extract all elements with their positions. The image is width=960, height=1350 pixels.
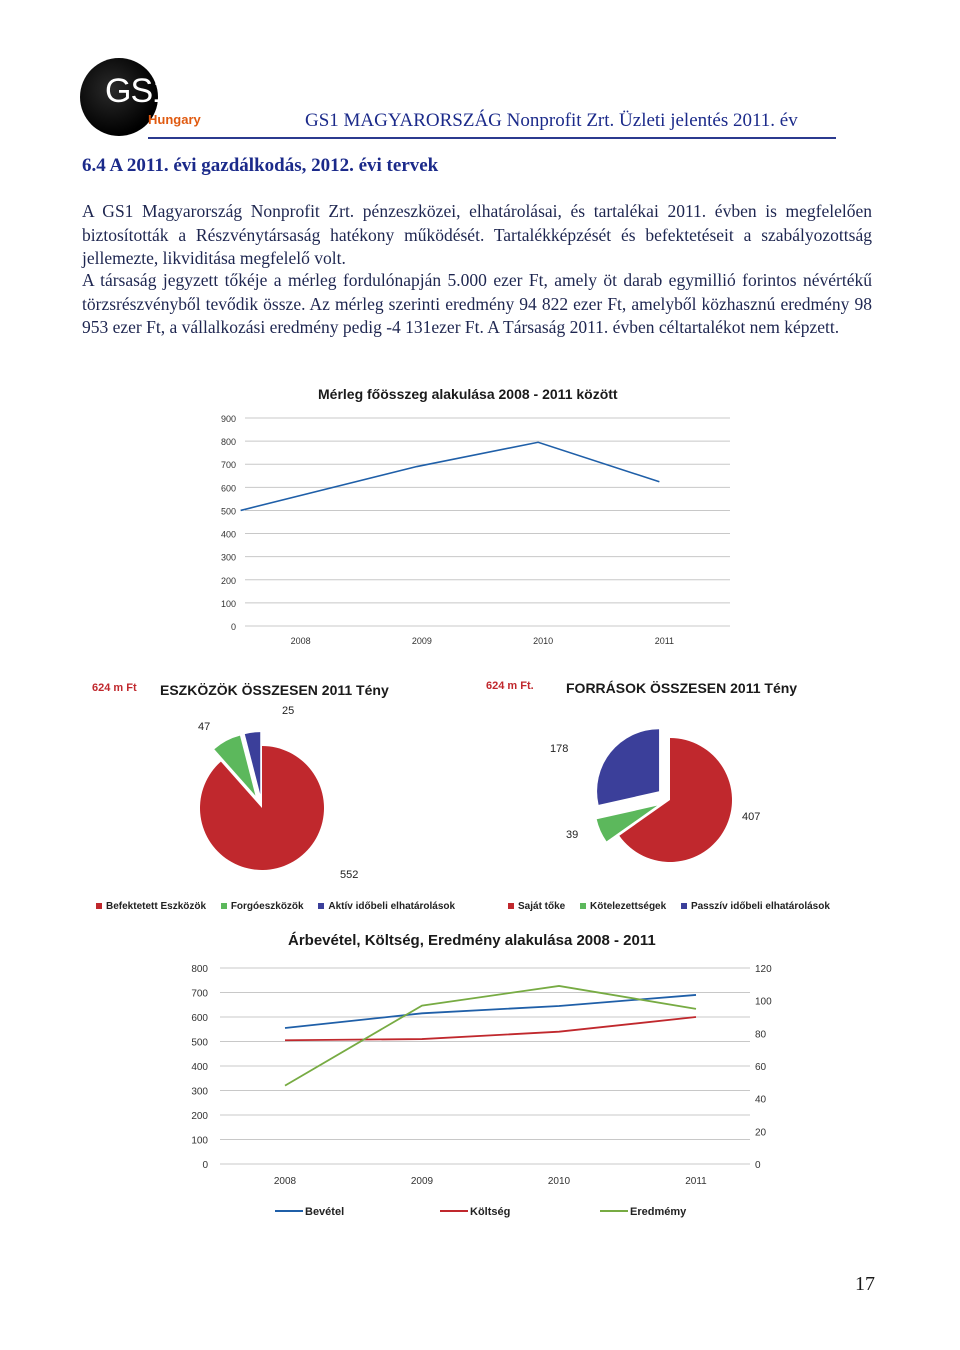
chart1-y-tick-label: 800 bbox=[220, 437, 236, 448]
chart1-x-tick-label: 2010 bbox=[533, 636, 554, 646]
chart1-y-tick-label: 700 bbox=[220, 460, 236, 471]
pie2-slice-label: 407 bbox=[742, 811, 761, 823]
legend-item-kotelezettsegek: Kötelezettségek bbox=[580, 901, 666, 912]
chart4-y2-tick-label: 60 bbox=[755, 1062, 767, 1073]
chart1-line-chart bbox=[200, 400, 740, 650]
section-title: 6.4 A 2011. évi gazdálkodás, 2012. évi tervek bbox=[82, 155, 439, 176]
chart4-y-tick-label: 400 bbox=[191, 1062, 208, 1073]
chart1-x-tick-label: 2009 bbox=[411, 636, 432, 646]
pie1-chart bbox=[180, 700, 420, 890]
chart4-legend-label: Bevétel bbox=[305, 1206, 345, 1218]
page-number: 17 bbox=[855, 1273, 875, 1295]
pie2-slice-label: 178 bbox=[550, 743, 569, 755]
chart1-x-tick-label: 2008 bbox=[290, 636, 311, 646]
chart1-y-tick-label: 300 bbox=[220, 552, 236, 563]
chart4-x-tick-label: 2009 bbox=[410, 1176, 434, 1187]
legend-item-sajat-toke: Saját tőke bbox=[508, 901, 565, 912]
header-title: GS1 MAGYARORSZÁG Nonprofit Zrt. Üzleti jelentés 2011. év bbox=[305, 110, 798, 131]
chart4-x-tick-label: 2010 bbox=[547, 1176, 571, 1187]
pie2-slice bbox=[597, 729, 659, 805]
chart1-series-line bbox=[241, 442, 660, 510]
legend-item-aktiv: Aktív időbeli elhatárolások bbox=[318, 901, 455, 912]
pie1-title: ESZKÖZÖK ÖSSZESEN 2011 Tény bbox=[160, 682, 389, 698]
pie1-slice-label: 47 bbox=[198, 721, 211, 733]
pie1-slice-label: 25 bbox=[282, 705, 295, 717]
chart4-y2-tick-label: 80 bbox=[755, 1029, 767, 1041]
paragraph-2: A társaság jegyzett tőkéje a mérleg fordulónapján 5.000 ezer Ft, amely öt darab egymillió forintos névértékű törzsrészvényből tevődik össze. Az mérleg szerinti eredmény 94 822 ezer Ft, amelyből közhasznú eredmény 98 953 ezer Ft, a vállalkozási eredmény pedig -4 131ezer Ft. A Társaság 2011. évben céltartalékot nem képzett. bbox=[82, 270, 872, 337]
chart4-y-tick-label: 100 bbox=[191, 1135, 208, 1147]
chart4-y-tick-label: 600 bbox=[191, 1013, 208, 1024]
chart1-y-tick-label: 400 bbox=[220, 529, 236, 540]
chart1-x-tick-label: 2011 bbox=[654, 636, 675, 646]
legend-item-forgoeszkozok: Forgóeszközök bbox=[221, 901, 304, 912]
pie2-chart bbox=[520, 700, 780, 890]
chart4-y2-tick-label: 120 bbox=[755, 964, 772, 975]
pie2-slice-label: 39 bbox=[566, 829, 579, 841]
chart4-y2-tick-label: 100 bbox=[755, 996, 772, 1008]
chart4-y-tick-label: 300 bbox=[191, 1086, 208, 1098]
chart1-y-tick-label: 900 bbox=[220, 414, 236, 424]
chart4-y-tick-label: 0 bbox=[202, 1160, 208, 1171]
chart1-y-tick-label: 600 bbox=[220, 483, 236, 494]
legend-item-passziv: Passzív időbeli elhatárolások bbox=[681, 901, 830, 912]
chart4-title: Árbevétel, Költség, Eredmény alakulása 2008 - 2011 bbox=[288, 932, 656, 949]
pie1-slice bbox=[200, 746, 324, 870]
chart4-series-line bbox=[285, 1017, 696, 1040]
pie2-legend bbox=[508, 901, 868, 912]
chart4-x-tick-label: 2008 bbox=[273, 1176, 297, 1187]
chart4-legend-label: Költség bbox=[470, 1206, 511, 1218]
chart4-legend-label: Eredmémy bbox=[630, 1206, 687, 1218]
chart4-y2-tick-label: 40 bbox=[755, 1094, 767, 1106]
gs1-logo-subtitle: Hungary bbox=[148, 112, 201, 127]
chart4-y-tick-label: 200 bbox=[191, 1111, 208, 1122]
gs1-logo-text: GS1 bbox=[105, 72, 171, 110]
pie1-prefix: 624 m Ft bbox=[92, 682, 137, 694]
chart4-y2-tick-label: 20 bbox=[755, 1127, 767, 1139]
paragraph-1: A GS1 Magyarország Nonprofit Zrt. pénzeszközei, elhatárolásai, és tartalékai 2011. évben is megfelelően biztosították a Részvénytársaság hatékony működését. Tartalékképzését és befektetéseit a szabályozottság jellemezte, likviditása megfelelő volt. bbox=[82, 201, 872, 268]
chart1-y-tick-label: 0 bbox=[230, 622, 236, 632]
pie2-title: FORRÁSOK ÖSSZESEN 2011 Tény bbox=[566, 680, 798, 696]
chart4-y2-tick-label: 0 bbox=[755, 1160, 761, 1171]
pie2-prefix: 624 m Ft. bbox=[486, 680, 534, 692]
chart4-x-tick-label: 2011 bbox=[685, 1176, 707, 1187]
legend-item-befektetett: Befektetett Eszközök bbox=[96, 901, 206, 912]
header-divider bbox=[148, 137, 836, 139]
chart1-y-tick-label: 500 bbox=[220, 506, 236, 517]
chart4-y-tick-label: 800 bbox=[191, 964, 208, 975]
chart4-y-tick-label: 500 bbox=[191, 1037, 208, 1049]
pie1-slice-label: 552 bbox=[340, 869, 359, 881]
chart4-y-tick-label: 700 bbox=[191, 988, 208, 1000]
chart1-y-tick-label: 200 bbox=[220, 575, 236, 586]
chart4-line-chart bbox=[180, 955, 800, 1225]
pie1-legend bbox=[96, 901, 486, 912]
chart1-title: Mérleg főösszeg alakulása 2008 - 2011 között bbox=[318, 386, 618, 402]
chart1-y-tick-label: 100 bbox=[220, 598, 236, 609]
